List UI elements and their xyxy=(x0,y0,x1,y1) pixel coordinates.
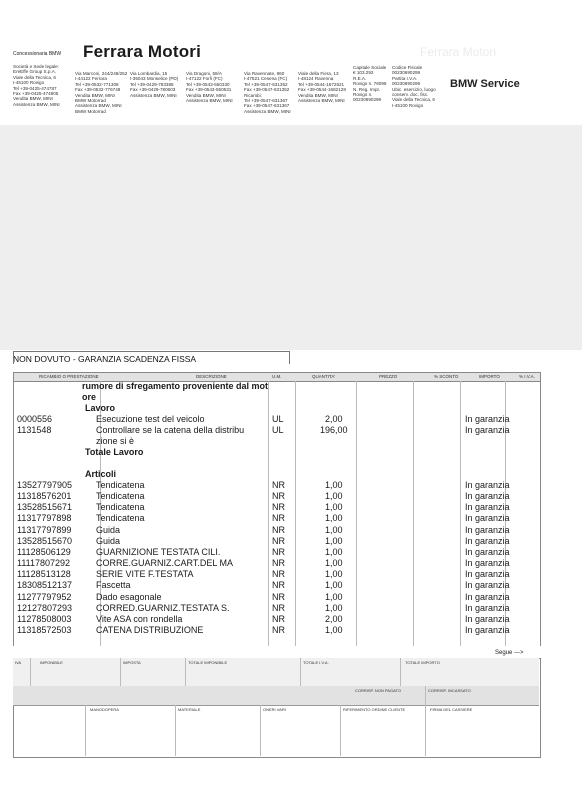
labor-desc: Esecuzione test del veicolo xyxy=(96,414,205,424)
part-desc: Fascetta xyxy=(96,580,131,591)
segue-label: Segue ---> xyxy=(495,650,524,656)
labor-qty: 196,00 xyxy=(320,425,348,435)
part-um: NR xyxy=(272,624,285,635)
part-code: 13527797905 xyxy=(17,480,73,490)
address-block: Viale della Fiera, 13 I-48124 Ravenna Tel +39-0544-1672621 Fax +39-0544-1682128 Vendita BMW, MINI Assistenza BMW, MINI xyxy=(298,71,346,104)
part-um: NR xyxy=(272,591,285,602)
part-qty: 1,00 xyxy=(325,569,343,580)
part-desc: CORRED.GUARNIZ.TESTATA S. xyxy=(96,602,230,613)
part-status: In garanzia xyxy=(465,602,510,613)
concessionaria-label: Concessionaria BMW xyxy=(13,51,62,57)
part-desc: Guida xyxy=(96,535,121,546)
part-qty: 1,00 xyxy=(325,535,343,546)
part-code: 13528515671 xyxy=(17,502,73,513)
part-status: In garanzia xyxy=(465,580,510,591)
part-status: In garanzia xyxy=(465,569,510,580)
labor-status: In garanzia xyxy=(465,414,510,424)
col-header: U.M. xyxy=(272,374,282,379)
labor-desc: Controllare se la catena della distribu xyxy=(96,425,245,435)
part-um: NR xyxy=(272,502,285,513)
part-status: In garanzia xyxy=(465,546,510,557)
address-block: Codice Fiscale 00230690299 Partita I.V.A. 00230690299 Ubic. esercizio, luogo conserv. doc. fisc. Viale della Tecnica, 6 I-45100 Rovigo xyxy=(392,65,436,108)
footer-label: MATERIALE xyxy=(178,707,201,712)
bmw-service-label: BMW Service xyxy=(450,78,520,90)
labor-um: UL xyxy=(272,414,284,424)
section-title-box xyxy=(13,351,290,364)
labor-title: Lavoro xyxy=(85,403,116,413)
part-status: In garanzia xyxy=(465,591,510,602)
part-code: 11317797899 xyxy=(17,524,72,535)
footer-label: TOTALE IMPORTO xyxy=(405,660,440,665)
scan-gray-band xyxy=(0,125,582,350)
part-um: NR xyxy=(272,546,285,557)
part-desc: Tendicatena xyxy=(96,480,145,490)
part-desc: Guida xyxy=(96,524,121,535)
part-qty: 1,00 xyxy=(325,513,343,524)
address-block: Via Lombardia, 15 I-35043 Monselice (PD) Tel +39-0429-783388 Fax +39-0429-780603 Assistenza BMW, MINI xyxy=(130,71,179,98)
part-status: In garanzia xyxy=(465,624,510,635)
part-qty: 1,00 xyxy=(325,558,343,569)
parts-title: Articoli xyxy=(85,469,117,479)
part-um: NR xyxy=(272,535,285,546)
address-block: Società e Sede legale: EreEffe Group S.p.A. Viale della Tecnica, 6 I-45100 Rovigo Tel +39-0425-474787 Fax +39-0425-474805 Vendita BMW, MINI Assistenza BMW, MINI xyxy=(13,64,60,107)
part-qty: 1,00 xyxy=(325,480,343,490)
part-um: NR xyxy=(272,491,285,502)
footer-label: MANODOPERA xyxy=(90,707,119,712)
part-status: In garanzia xyxy=(465,535,510,546)
footer-label: FIRMA DEL CASSIERE xyxy=(430,707,473,712)
part-status: In garanzia xyxy=(465,480,510,490)
address-block: Capitale Sociale € 103.292 R.E.A. Rovigo n. 76099 N. Reg. Impr. Rovigo n. 00230690299 xyxy=(353,65,387,103)
footer-label: TOTALE I.V.A. xyxy=(303,660,329,665)
part-code: 11277797952 xyxy=(17,591,72,602)
brand-name: Ferrara Motori xyxy=(83,42,202,61)
part-qty: 1,00 xyxy=(325,546,343,557)
part-qty: 1,00 xyxy=(325,580,343,591)
footer-label: CORRISP. INCASSATO xyxy=(428,688,471,693)
col-header: IMPORTO xyxy=(479,374,500,379)
part-status: In garanzia xyxy=(465,502,510,513)
part-qty: 1,00 xyxy=(325,502,343,513)
part-um: NR xyxy=(272,513,285,524)
intro-line: rumore di sfregamento proveniente dal mot xyxy=(82,381,269,391)
footer-label: CORRISP. NON PAGATO xyxy=(355,688,401,693)
part-status: In garanzia xyxy=(465,491,510,502)
labor-total: Totale Lavoro xyxy=(85,447,144,457)
part-status: In garanzia xyxy=(465,558,510,569)
labor-qty: 2,00 xyxy=(325,414,343,424)
part-desc: SERIE VITE F.TESTATA xyxy=(96,569,194,580)
part-um: NR xyxy=(272,558,285,569)
part-code: 18308512137 xyxy=(17,580,73,591)
part-qty: 1,00 xyxy=(325,624,343,635)
labor-code: 0000556 xyxy=(17,414,53,424)
labor-status: In garanzia xyxy=(465,425,510,435)
part-code: 11278508003 xyxy=(17,613,72,624)
part-um: NR xyxy=(272,569,285,580)
part-desc: Tendicatena xyxy=(96,513,145,524)
part-um: NR xyxy=(272,524,285,535)
part-qty: 1,00 xyxy=(325,591,343,602)
part-desc: Tendicatena xyxy=(96,491,145,502)
part-code: 11128506129 xyxy=(17,546,71,557)
labor-code: 1131548 xyxy=(17,425,52,435)
footer-label: ONERI VARI xyxy=(263,707,286,712)
bleed-through: Ferrara Motori xyxy=(420,45,497,59)
part-desc: Vite ASA con rondella xyxy=(96,613,183,624)
part-qty: 1,00 xyxy=(325,524,343,535)
address-block: Via Dragoni, 59/A I-47122 Forlì (FC) Tel +39-0543-550330 Fax +39-0543-550531 Vendita BMW, MINI Assistenza BMW, MINI xyxy=(186,71,233,104)
part-code: 13528515670 xyxy=(17,535,73,546)
part-code: 11128513128 xyxy=(17,569,71,580)
part-code: 11117807292 xyxy=(17,558,71,569)
col-header: RICAMBIO O PRESTAZIONE xyxy=(39,374,99,379)
part-qty: 1,00 xyxy=(325,602,343,613)
part-qty: 2,00 xyxy=(325,613,343,624)
part-code: 11318572503 xyxy=(17,624,72,635)
part-qty: 1,00 xyxy=(325,491,343,502)
part-desc: CATENA DISTRIBUZIONE xyxy=(96,624,204,635)
footer-label: IVA xyxy=(15,660,22,665)
part-desc: Dado esagonale xyxy=(96,591,162,602)
col-header: % I.V.A. xyxy=(519,374,535,379)
part-code: 12127807293 xyxy=(17,602,73,613)
footer-label: IMPONIBILE xyxy=(40,660,63,665)
part-status: In garanzia xyxy=(465,513,510,524)
part-desc: Tendicatena xyxy=(96,502,145,513)
footer-label: RIFERIMENTO ORDINE CLIENTE xyxy=(343,707,406,712)
address-block: Via Ravennate, 860 I-47521 Cesena (FC) Tel +39-0547-631352 Fax +39-0547-631352 Ricambi: Tel +39-0547-631367 Fax +39-0547-631367 Assistenza BMW, MINI xyxy=(244,71,291,114)
part-um: NR xyxy=(272,613,285,624)
col-header: DESCRIZIONE xyxy=(196,374,227,379)
intro-line: ore xyxy=(82,392,97,402)
part-status: In garanzia xyxy=(465,613,510,624)
part-status: In garanzia xyxy=(465,524,510,535)
labor-um: UL xyxy=(272,425,284,435)
section-title: NON DOVUTO - GARANZIA SCADENZA FISSA xyxy=(13,354,197,364)
part-um: NR xyxy=(272,602,285,613)
col-header: PREZZO xyxy=(379,374,398,379)
col-header: QUANTITA' xyxy=(312,374,336,379)
labor-desc-cont: zione si è xyxy=(96,436,135,446)
part-um: NR xyxy=(272,580,285,591)
address-block: Via Marconi, 244/248/252 I-44122 Ferrara Tel +39-0532-771308 Fax +39-0532-776748 Vendita BMW, MINI BMW Motorrad Assistenza BMW, MINI BMW Motorrad xyxy=(75,71,128,114)
part-code: 11317797898 xyxy=(17,513,72,524)
footer-label: TOTALE IMPONIBILE xyxy=(188,660,228,665)
footer-label: IMPOSTA xyxy=(123,660,141,665)
part-desc: GUARNIZIONE TESTATA CILI. xyxy=(96,546,221,557)
part-desc: CORRE.GUARNIZ.CART.DEL MA xyxy=(96,558,234,569)
part-um: NR xyxy=(272,480,285,490)
part-code: 11318576201 xyxy=(17,491,72,502)
col-header: % SCONTO xyxy=(434,374,459,379)
